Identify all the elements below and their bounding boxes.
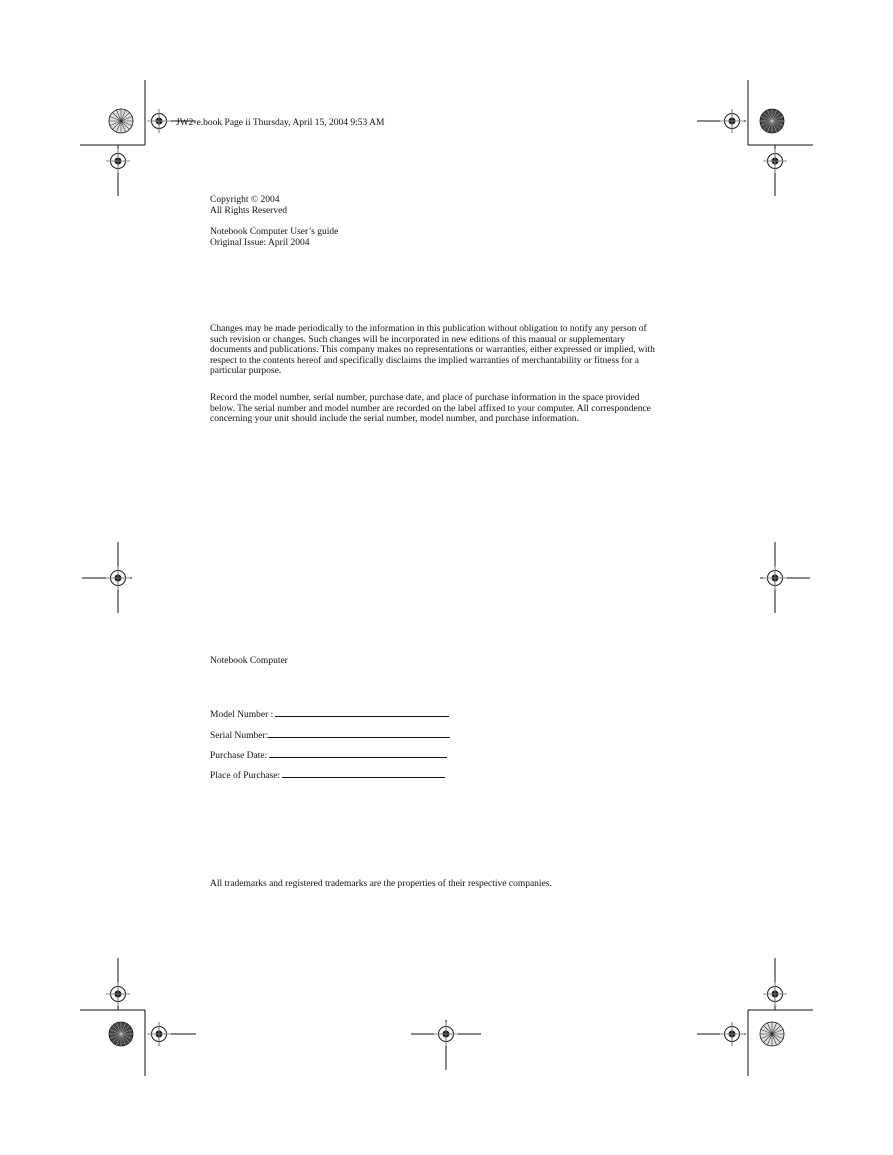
purchase-date-field — [210, 748, 447, 762]
slug-line: JW2-e.book Page ii Thursday, April 15, 2004 9:53 AM — [176, 118, 385, 128]
model-number-field — [210, 707, 449, 721]
disclaimer-paragraph: Changes may be made periodically to the information in this publication without obligation to notify any person of such revision or changes. Such changes will be incorporated in new editions of this manual or supplementary documents and publications. This company makes no representations or warranties, either expressed or implied, with respect to the contents hereof and specifically disclaims the implied warranties of merchantability or fitness for a particular purpose. — [210, 324, 655, 377]
place-of-purchase-field — [210, 768, 445, 782]
field-label: Purchase Date: — [210, 751, 268, 761]
blank-line — [268, 728, 450, 738]
guide-title: Notebook Computer User’s guide — [210, 227, 339, 237]
issue-block — [210, 227, 338, 249]
trademarks-notice: All trademarks and registered trademarks are the properties of their respective companies. — [210, 879, 552, 889]
record-heading: Notebook Computer — [210, 656, 288, 666]
rights-line: All Rights Reserved — [210, 206, 288, 216]
blank-line — [282, 768, 445, 778]
copyright-line: Copyright © 2004 — [210, 195, 280, 205]
serial-number-field — [210, 728, 450, 742]
blank-line — [275, 707, 449, 717]
field-label: Model Number : — [210, 710, 274, 720]
copyright-block — [210, 195, 287, 217]
issue-date: Original Issue: April 2004 — [210, 238, 310, 248]
blank-line — [269, 748, 447, 758]
record-instructions-paragraph: Record the model number, serial number, purchase date, and place of purchase information in the space provided below. The serial number and model number are recorded on the label affixed to your computer. All correspondence concerning your unit should include the serial number, model number, and purchase information. — [210, 393, 651, 425]
field-label: Serial Number: — [210, 731, 269, 741]
field-label: Place of Purchase: — [210, 771, 281, 781]
